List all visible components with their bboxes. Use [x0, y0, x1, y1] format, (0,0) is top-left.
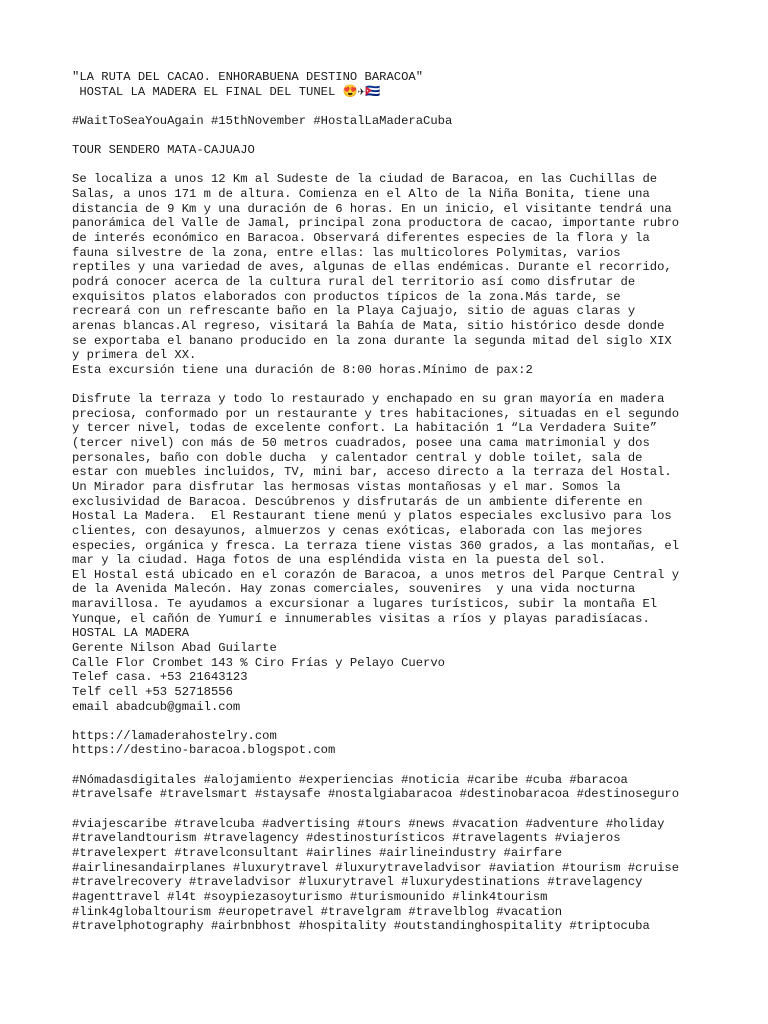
text-line: #airlinesandairplanes #luxurytravel #luxurytraveladvisor #aviation #tourism #cruise: [72, 860, 680, 875]
text-line: y tercer nivel, todas de excelente confort. La habitación 1 “La Verdadera Suite”: [72, 421, 658, 436]
text-line: #viajescaribe #travelcuba #advertising #tours #news #vacation #adventure #holiday: [72, 816, 665, 831]
text-line: #agenttravel #l4t #soypiezasoyturismo #turismounido #link4tourism: [72, 889, 548, 904]
text-line: #travelrecovery #traveladvisor #luxurytravel #luxurydestinations #travelagency: [72, 875, 643, 890]
text-line: #WaitToSeaYouAgain #15thNovember #HostalLaMaderaCuba: [72, 113, 453, 128]
text-line: Yunque, el cañón de Yumurí e innumerables visitas a ríos y playas paradisíacas.: [72, 611, 650, 626]
text-line: HOSTAL LA MADERA: [72, 626, 190, 641]
text-line: #link4globaltourism #europetravel #travelgram #travelblog #vacation: [72, 904, 563, 919]
text-line: Hostal La Madera. El Restaurant tiene menú y platos especiales exclusivo para los: [72, 509, 672, 524]
text-line: #Nómadasdigitales #alojamiento #experiencias #noticia #caribe #cuba #baracoa: [72, 772, 628, 787]
text-line: exclusividad de Baracoa. Descúbrenos y disfrutarás de un ambiente diferente en: [72, 494, 643, 509]
text-line: Salas, a unos 171 m de altura. Comienza en el Alto de la Niña Bonita, tiene una: [72, 187, 650, 202]
blank-line: [72, 714, 722, 729]
text-line: Telef casa. +53 21643123: [72, 670, 248, 685]
text-line: #travelsafe #travelsmart #staysafe #nostalgiabaracoa #destinobaracoa #destinoseguro: [72, 787, 680, 802]
text-line: fauna silvestre de la zona, entre ellas: las multicolores Polymitas, varios: [72, 245, 621, 260]
text-line: Calle Flor Crombet 143 % Ciro Frías y Pelayo Cuervo: [72, 655, 445, 670]
text-line: #travelandtourism #travelagency #destinosturísticos #travelagents #viajeros: [72, 831, 621, 846]
text-line: (tercer nivel) con más de 50 metros cuadrados, posee una cama matrimonial y dos: [72, 436, 650, 451]
text-line: panorámica del Valle de Jamal, principal zona productora de cacao, importante rubro: [72, 216, 680, 231]
text-line: TOUR SENDERO MATA-CAJUAJO: [72, 143, 255, 158]
text-line: Disfrute la terraza y todo lo restaurado y enchapado en su gran mayoría en madera: [72, 392, 665, 407]
text-line: El Hostal está ubicado en el corazón de Baracoa, a unos metros del Parque Central y: [72, 567, 680, 582]
text-line: email abadcub@gmail.com: [72, 699, 241, 714]
text-line: #travelexpert #travelconsultant #airlines #airlineindustry #airfare: [72, 845, 563, 860]
blank-line: [72, 802, 722, 817]
text-line: Esta excursión tiene una duración de 8:00 horas.Mínimo de pax:2: [72, 362, 533, 377]
text-line: Se localiza a unos 12 Km al Sudeste de la ciudad de Baracoa, en las Cuchillas de: [72, 172, 658, 187]
text-line: exquisitos platos elaborados con productos típicos de la zona.Más tarde, se: [72, 289, 621, 304]
text-line: estar con muebles incluidos, TV, mini bar, acceso directo a la terraza del Hostal.: [72, 465, 672, 480]
text-line: se exportaba el banano producido en la zona durante la segunda mitad del siglo XIX: [72, 333, 672, 348]
text-line: Telf cell +53 52718556: [72, 684, 233, 699]
text-line: #travelphotography #airbnbhost #hospitality #outstandinghospitality #triptocuba: [72, 919, 650, 934]
text-line: personales, baño con doble ducha y calentador central y doble toilet, sala de: [72, 450, 643, 465]
blank-line: [72, 99, 722, 114]
text-line: https://destino-baracoa.blogspot.com: [72, 743, 336, 758]
text-line: arenas blancas.Al regreso, visitará la Bahía de Mata, sitio histórico desde donde: [72, 318, 665, 333]
text-line: mar y la ciudad. Haga fotos de una espléndida vista en la puesta del sol.: [72, 553, 606, 568]
text-line: clientes, con desayunos, almuerzos y cenas exóticas, elaborada con las mejores: [72, 523, 643, 538]
blank-line: [72, 758, 722, 773]
text-line: distancia de 9 Km y una duración de 6 horas. En un inicio, el visitante tendrá una: [72, 201, 672, 216]
text-line: https://lamaderahostelry.com: [72, 728, 277, 743]
text-line: de interés económico en Baracoa. Observará diferentes especies de la flora y la: [72, 231, 650, 246]
text-line: podrá conocer acerca de la cultura rural del territorio así como disfrutar de: [72, 274, 636, 289]
text-line: maravillosa. Te ayudamos a excursionar a lugares turísticos, subir la montaña El: [72, 597, 658, 612]
text-line: Un Mirador para disfrutar las hermosas vistas montañosas y el mar. Somos la: [72, 479, 621, 494]
text-line: recreará con un refrescante baño en la Playa Cajuajo, sitio de aguas claras y: [72, 304, 636, 319]
text-line: HOSTAL LA MADERA EL FINAL DEL TUNEL 😍✈🇨🇺: [72, 84, 381, 99]
text-line: de la Avenida Malecón. Hay zonas comerciales, souvenires y una vida nocturna: [72, 582, 636, 597]
blank-line: [72, 377, 722, 392]
text-line: especies, orgánica y fresca. La terraza tiene vistas 360 grados, a las montañas, el: [72, 538, 680, 553]
blank-line: [72, 158, 722, 173]
text-line: y primera del XX.: [72, 348, 197, 363]
text-line: reptiles y una variedad de aves, algunas de ellas endémicas. Durante el recorrido,: [72, 260, 672, 275]
text-line: Gerente Nilson Abad Guilarte: [72, 640, 277, 655]
text-line: "LA RUTA DEL CACAO. ENHORABUENA DESTINO BARACOA": [72, 70, 424, 84]
blank-line: [72, 129, 722, 144]
text-line: preciosa, conformado por un restaurante y tres habitaciones, situadas en el segundo: [72, 406, 680, 421]
document-text: [72, 70, 722, 934]
